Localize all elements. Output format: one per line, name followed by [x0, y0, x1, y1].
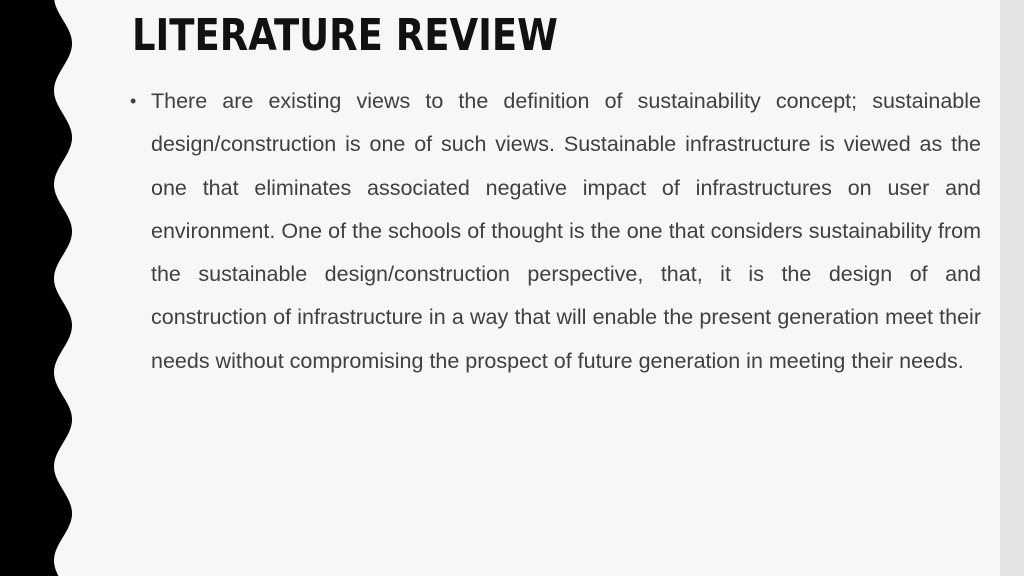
bullet-list — [130, 80, 981, 383]
bullet-text: There are existing views to the definition of sustainability concept; sustainable design/construction is one of such views. Sustainable infrastructure is viewed as the one that eliminates associated negative impact of infrastructures on user and environment. One of the schools of thought is the one that considers sustainability from the sustainable design/construction perspective, that, it is the design of and construction of infrastructure in a way that will enable the present generation meet their needs without compromising the prospect of future generation in meeting their needs. — [151, 89, 981, 373]
bullet-point-icon: • — [130, 91, 137, 111]
bullet-item — [130, 80, 981, 383]
wavy-black-border — [0, 0, 90, 576]
right-edge-strip — [1000, 0, 1024, 576]
slide-title: LITERATURE REVIEW — [132, 10, 558, 61]
